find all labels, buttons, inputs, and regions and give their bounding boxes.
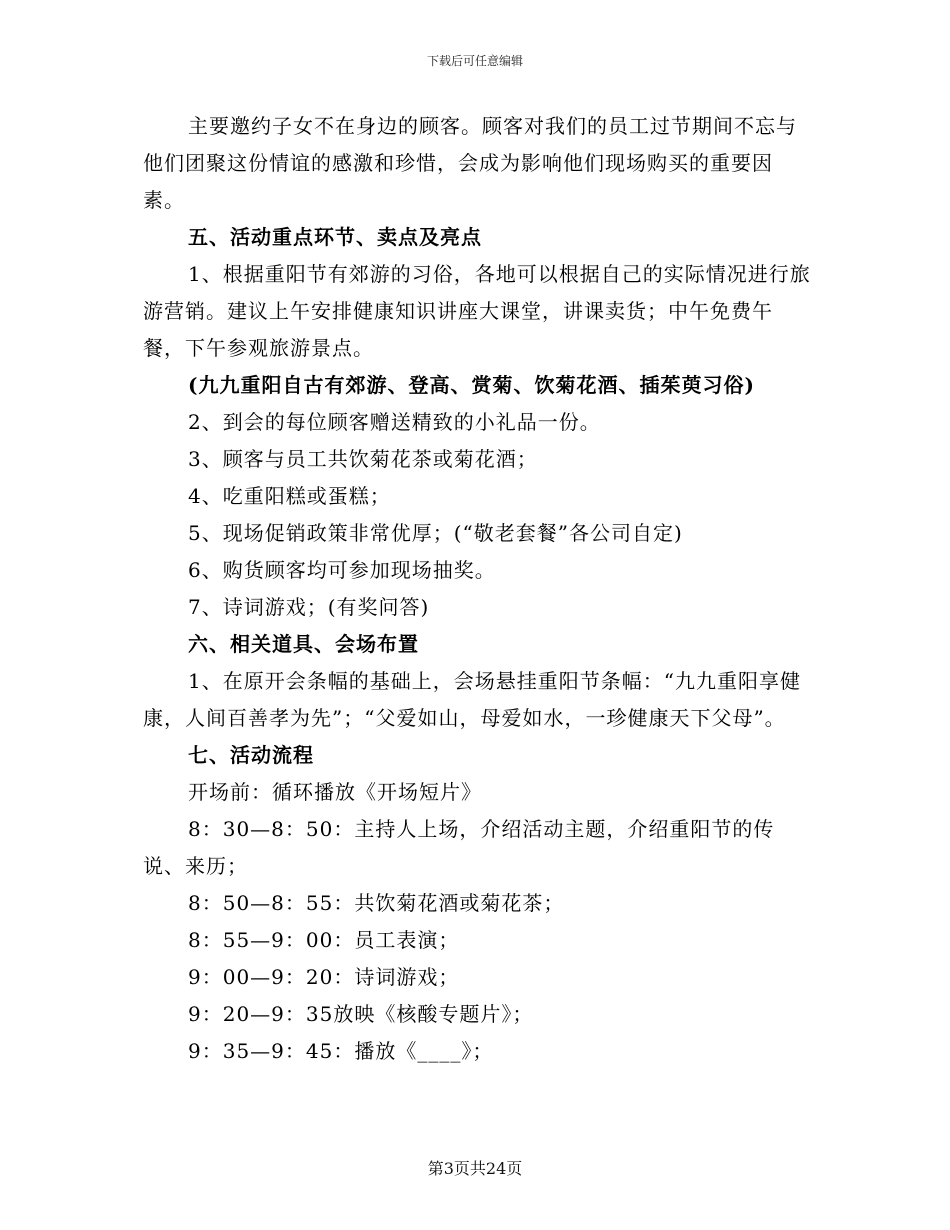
section-heading-7: 七、活动流程 xyxy=(188,743,314,767)
flow-item: 8：50—8：55：共饮菊花酒或菊花茶； xyxy=(188,891,565,915)
section-heading-6: 六、相关道具、会场布置 xyxy=(188,632,419,656)
customs-note: (九九重阳自古有郊游、登高、赏菊、饮菊花酒、插茱萸习俗) xyxy=(188,373,755,397)
page-header: 下载后可任意编辑 xyxy=(426,54,523,68)
flow-item: 8：55—9：00：员工表演； xyxy=(188,928,460,952)
flow-item: 8：30—8：50：主持人上场，介绍活动主题，介绍重阳节的传说、来历； xyxy=(143,817,775,878)
list-item: 7、诗词游戏；(有奖问答) xyxy=(188,595,430,619)
list-item: 5、现场促销政策非常优厚；(“敬老套餐”各公司自定) xyxy=(188,521,683,545)
flow-intro: 开场前：循环播放《开场短片》 xyxy=(188,780,482,804)
list-item: 6、购货顾客均可参加现场抽奖。 xyxy=(188,558,496,582)
paragraph-tourism: 1、根据重阳节有郊游的习俗，各地可以根据自己的实际情况进行旅游营销。建议上午安排健康知识讲座大课堂，讲课卖货；中午免费午餐，下午参观旅游景点。 xyxy=(143,262,811,360)
list-item: 2、到会的每位顾客赠送精致的小礼品一份。 xyxy=(188,410,601,434)
document-body xyxy=(143,108,811,1070)
paragraph-banner: 1、在原开会条幅的基础上，会场悬挂重阳节条幅：“九九重阳享健康，人间百善孝为先”；“父爱如山，母爱如水，一珍健康天下父母”。 xyxy=(143,669,801,730)
flow-item: 9：00—9：20：诗词游戏； xyxy=(188,965,460,989)
flow-item: 9：35—9：45：播放《____》； xyxy=(188,1039,494,1063)
page-footer: 第3页共24页 xyxy=(427,1159,523,1178)
list-item: 3、顾客与员工共饮菊花茶或菊花酒； xyxy=(188,447,538,471)
list-item: 4、吃重阳糕或蛋糕； xyxy=(188,484,391,508)
paragraph-intro: 主要邀约子女不在身边的顾客。顾客对我们的员工过节期间不忘与他们团聚这份情谊的感激和珍惜，会成为影响他们现场购买的重要因素。 xyxy=(143,114,797,212)
flow-item: 9：20—9：35放映《核酸专题片》； xyxy=(188,1002,534,1026)
section-heading-5: 五、活动重点环节、卖点及亮点 xyxy=(188,225,482,249)
